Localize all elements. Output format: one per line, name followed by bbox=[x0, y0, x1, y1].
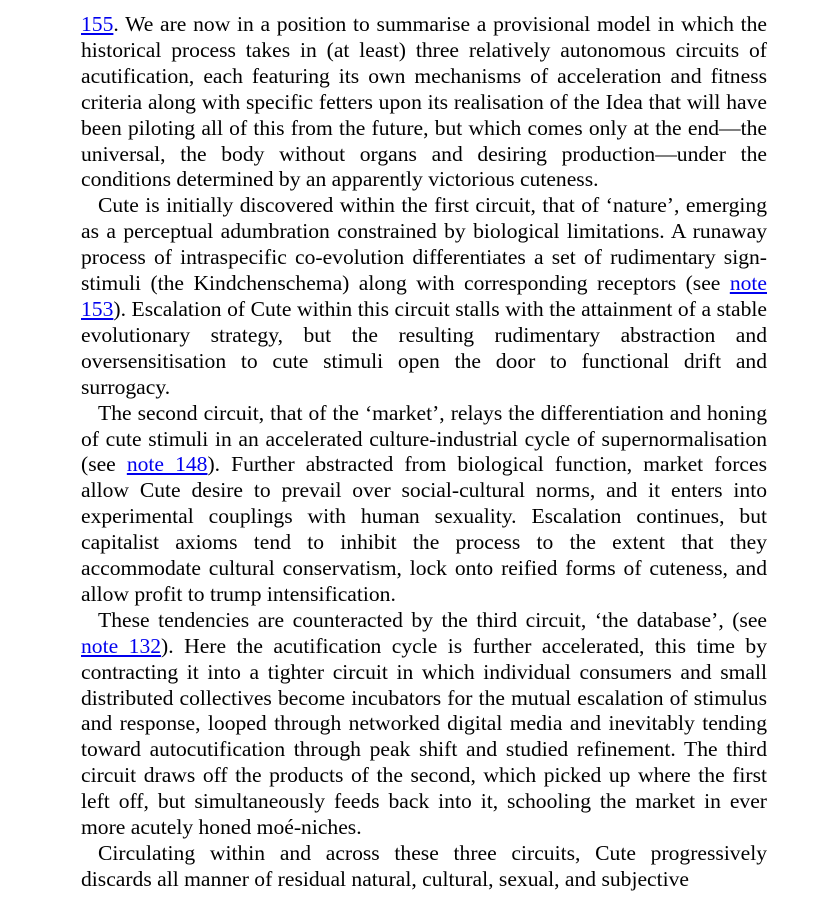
paragraph-circulating bbox=[81, 841, 767, 893]
paragraph-text: ). Here the acutification cycle is further accelerated, this time by contracting it into a tighter circuit in which individual consumers and small distributed collectives become incubators for the mutual escalation of stimulus and response, looped through networked digital media and inevitably tending toward autocutification through peak shift and studied refinement. The third circuit draws off the products of the second, which picked up where the first left off, but simultaneously feeds back into it, schooling the market in ever more acutely honed moé-niches. bbox=[81, 633, 767, 840]
paragraph-text: Cute is initially discovered within the first circuit, that of ‘nature’, emerging as a perceptual adumbration constrained by biological limitations. A runaway process of intraspecific co-evolution differentiates a set of rudimentary sign-stimuli (the Kindchenschema) along with corresponding receptors (see bbox=[81, 193, 767, 296]
paragraph-text: Circulating within and across these three circuits, Cute progressively discards all manner of residual natural, cultural, sexual, and subjective bbox=[81, 841, 767, 891]
paragraph-text: These tendencies are counteracted by the third circuit, ‘the database’, (see bbox=[98, 607, 767, 632]
note-155-link[interactable]: 155 bbox=[81, 12, 114, 36]
paragraph-note-155 bbox=[81, 12, 767, 193]
paragraph-text: . We are now in a position to summarise a provisional model in which the historical process takes in (at least) three relatively autonomous circuits of acutification, each featuring its own mechanisms of acceleration and fitness criteria along with specific fetters upon its realisation of the Idea that will have been piloting all of this from the future, but which comes only at the end—the universal, the body without organs and desiring production—under the conditions determined by an apparently victorious cuteness. bbox=[81, 12, 767, 192]
note-153-link[interactable]: note 153 bbox=[81, 271, 767, 321]
paragraph-third-circuit bbox=[81, 608, 767, 841]
document-page bbox=[81, 12, 767, 893]
paragraph-first-circuit bbox=[81, 193, 767, 400]
paragraph-text: ). Further abstracted from biological function, market forces allow Cute desire to prevail over social-cultural norms, and it enters into experimental couplings with human sexuality. Escalation continues, but capitalist axioms tend to inhibit the process to the extent that they accommodate cultural conservatism, lock onto reified forms of cuteness, and allow profit to trump intensification. bbox=[81, 452, 767, 606]
paragraph-text: The second circuit, that of the ‘market’, relays the differentiation and honing of cute stimuli in an accelerated culture-industrial cycle of supernormalisation (see bbox=[81, 400, 767, 477]
note-132-link[interactable]: note 132 bbox=[81, 633, 162, 658]
paragraph-text: ). Escalation of Cute within this circuit stalls with the attainment of a stable evolutionary strategy, but the resulting rudimentary abstraction and oversensitisation to cute stimuli open the door to functional drift and surrogacy. bbox=[81, 296, 767, 399]
note-148-link[interactable]: note 148 bbox=[126, 452, 208, 477]
paragraph-second-circuit bbox=[81, 401, 767, 608]
